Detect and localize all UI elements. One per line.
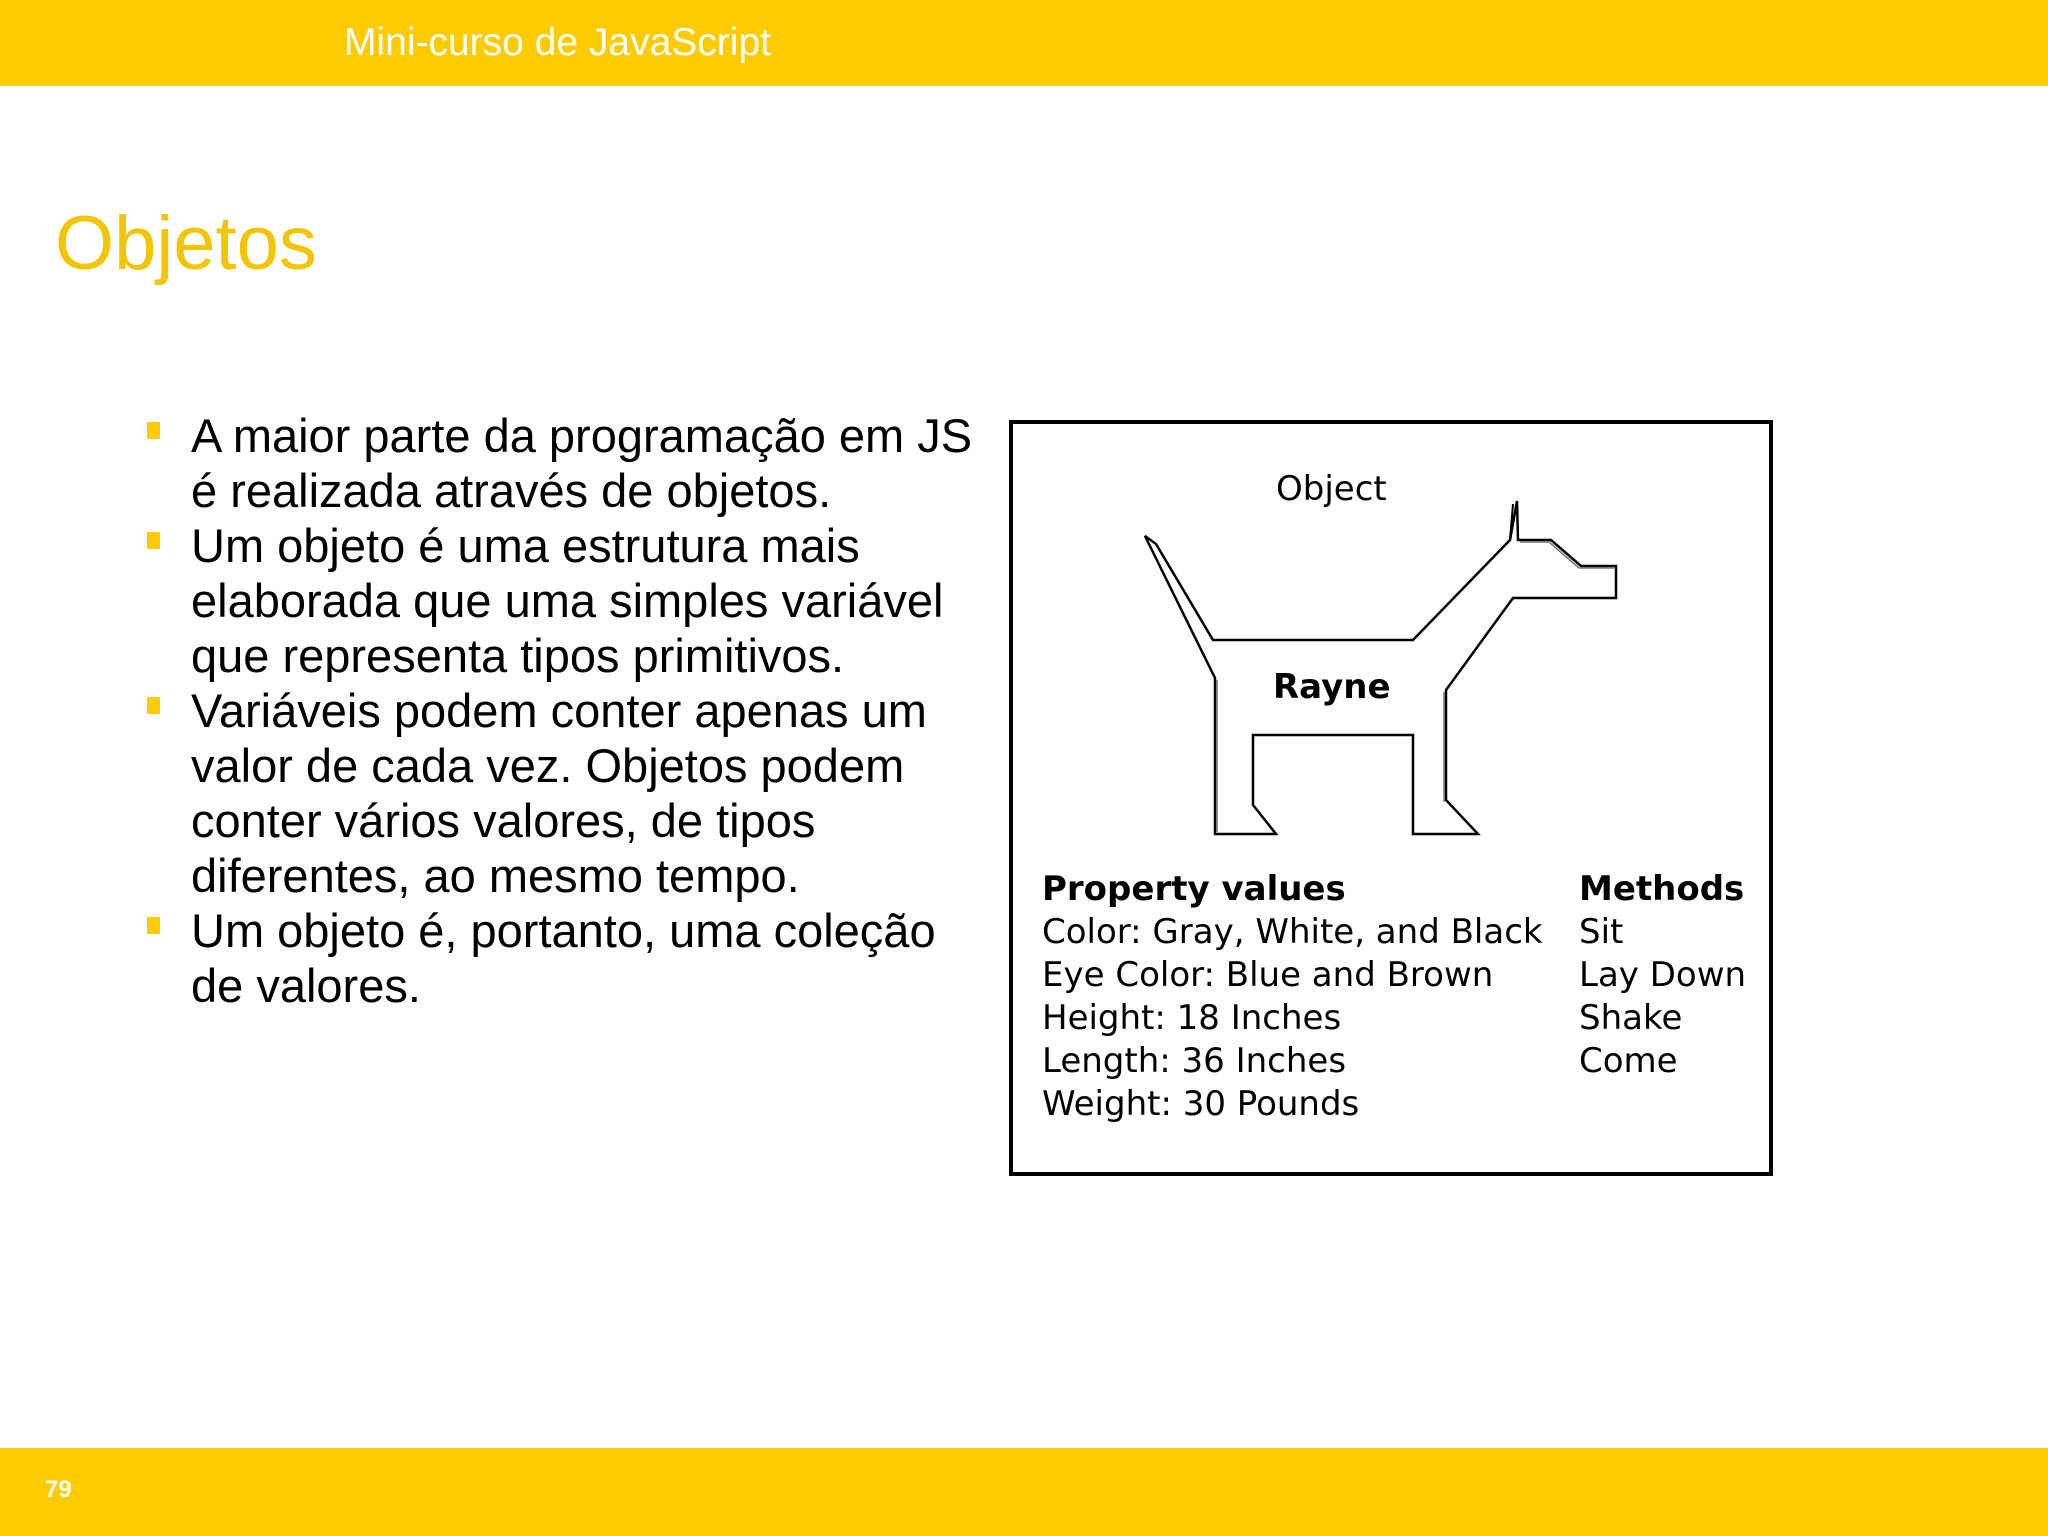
header-bar [0, 0, 2048, 86]
page-number: 79 [45, 1476, 72, 1503]
method-item: Lay Down [1579, 955, 1747, 995]
bullet-item [140, 683, 980, 903]
property-values-heading: Property values [1042, 869, 1346, 909]
methods-heading: Methods [1579, 869, 1745, 909]
property-values-list [1042, 868, 1543, 1126]
bullet-square-icon [147, 532, 160, 549]
property-value-item: Weight: 30 Pounds [1042, 1084, 1360, 1124]
bullet-text: Variáveis podem conter apenas um valor de cada vez. Objetos podem conter vários valores, de tipos diferentes, ao mesmo tempo. [191, 684, 927, 902]
method-item: Sit [1579, 912, 1624, 952]
course-title: Mini-curso de JavaScript [344, 21, 771, 64]
object-diagram [1009, 420, 1773, 1176]
bullet-square-icon [147, 917, 160, 934]
object-name: Rayne [1273, 667, 1391, 707]
bullet-item [140, 408, 980, 518]
bullet-square-icon [147, 422, 160, 439]
bullet-text: A maior parte da programação em JS é realizada através de objetos. [191, 409, 973, 517]
property-value-item: Height: 18 Inches [1042, 998, 1342, 1038]
method-item: Come [1579, 1041, 1678, 1081]
bullet-item [140, 903, 980, 1013]
footer-bar [0, 1448, 2048, 1536]
bullet-text: Um objeto é uma estrutura mais elaborada que uma simples variável que representa tipos primitivos. [191, 519, 944, 682]
bullet-list [140, 408, 980, 1013]
bullet-item [140, 518, 980, 683]
property-value-item: Eye Color: Blue and Brown [1042, 955, 1494, 995]
bullet-square-icon [147, 697, 160, 714]
bullet-text: Um objeto é, portanto, uma coleção de valores. [191, 904, 936, 1012]
property-value-item: Color: Gray, White, and Black [1042, 912, 1543, 952]
property-value-item: Length: 36 Inches [1042, 1041, 1347, 1081]
methods-list [1579, 868, 1746, 1083]
slide-title: Objetos [55, 201, 317, 286]
object-label: Object [1276, 469, 1387, 509]
method-item: Shake [1579, 998, 1683, 1038]
